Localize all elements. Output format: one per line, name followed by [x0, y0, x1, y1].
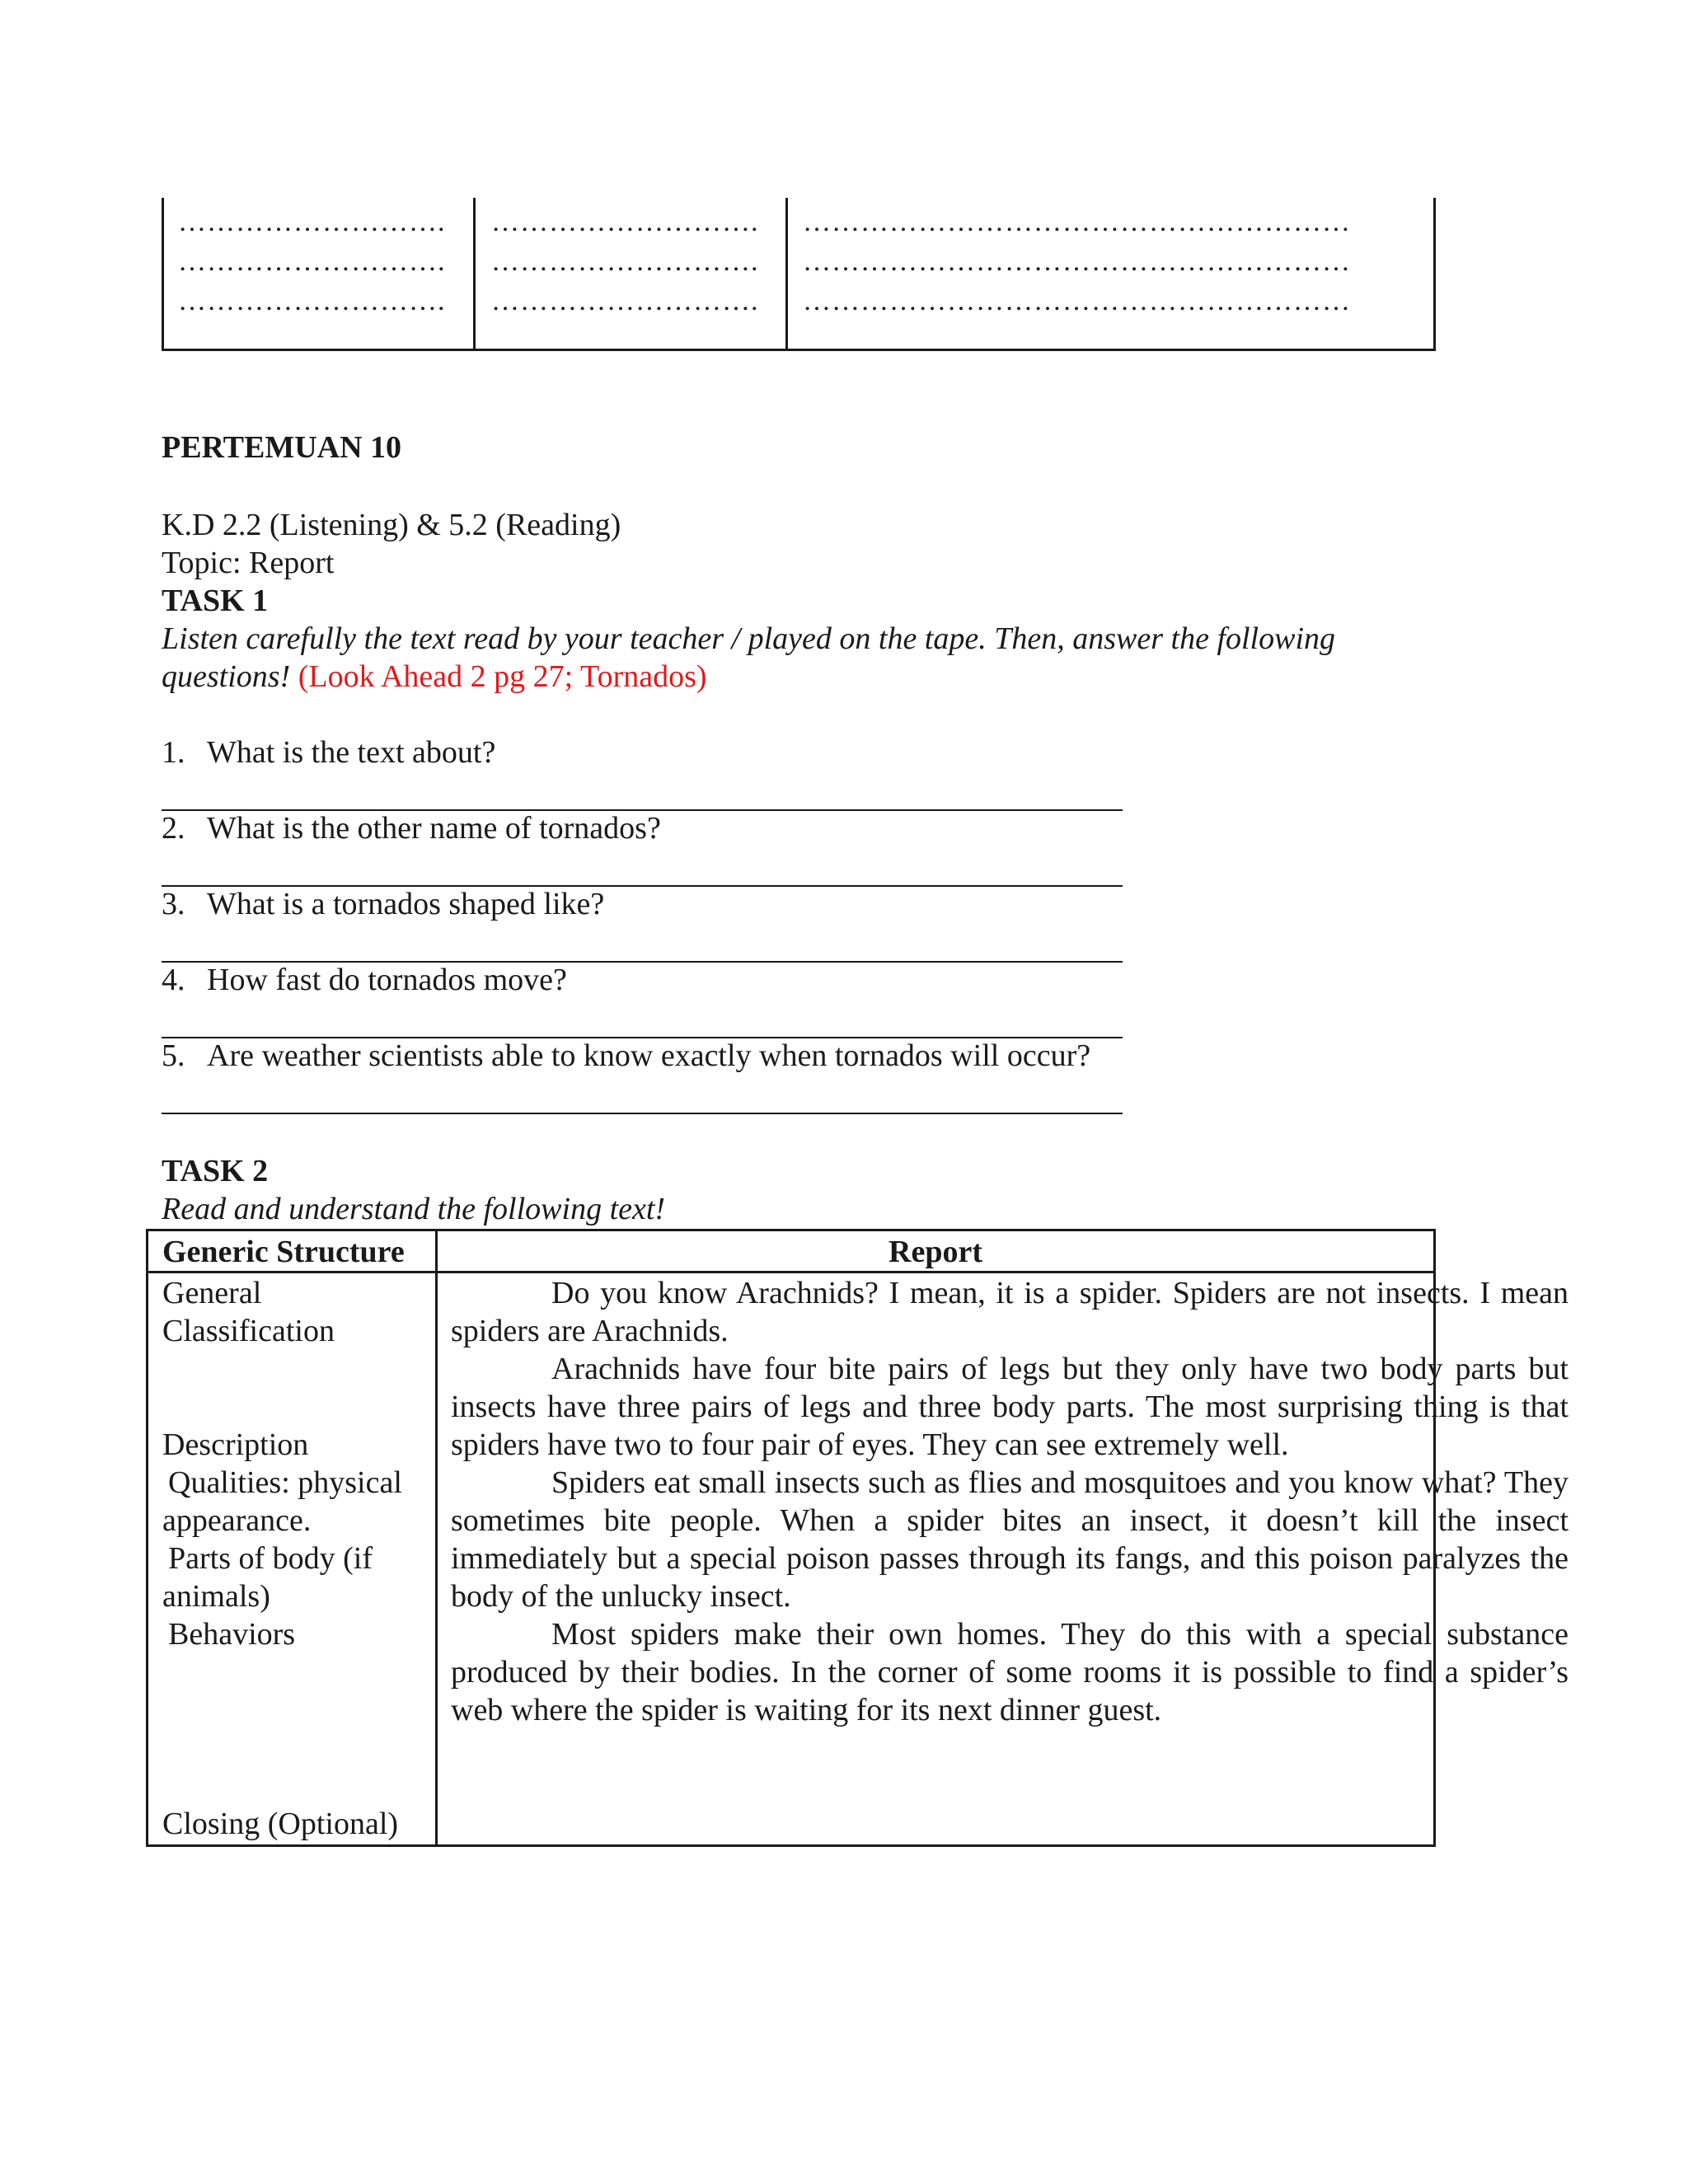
dotted-line: ………………………. [491, 207, 759, 237]
question-text: What is the text about? [207, 735, 496, 770]
label-animals: animals) [162, 1579, 270, 1614]
label-appearance: appearance. [162, 1503, 312, 1538]
report-text [451, 1274, 1568, 1729]
dotted-answer-table [162, 198, 1436, 351]
dotted-line: ………………………. [178, 207, 446, 237]
task1-instruction-end: questions! [162, 659, 291, 694]
task1-instruction: Listen carefully the text read by your teacher / played on the tape. Then, answer the following [162, 621, 1336, 656]
question-number: 2. [162, 811, 185, 846]
dotted-line: ………………………………………………… [803, 246, 1351, 277]
report-paragraph: Most spiders make their own homes. They do this with a special substance produced by their bodies. In the corner of some rooms it is possible to find a spider’s web where the spider is waiting for its next dinner guest. [451, 1617, 1568, 1727]
dotted-line: ………………………. [178, 246, 446, 277]
question-text: Are weather scientists able to know exactly when tornados will occur? [207, 1038, 1091, 1073]
table-divider-1 [473, 198, 476, 351]
label-parts-of-body: Parts of body (if [168, 1541, 373, 1576]
label-description: Description [162, 1427, 309, 1462]
table-border-bottom [162, 349, 1436, 351]
header-generic-structure: Generic Structure [162, 1235, 405, 1269]
table-border-right [1433, 198, 1436, 351]
page-heading: PERTEMUAN 10 [162, 430, 402, 465]
report-paragraph: Do you know Arachnids? I mean, it is a spider. Spiders are not insects. I mean spiders are Arachnids. [451, 1276, 1568, 1348]
question-number: 3. [162, 887, 185, 921]
question-number: 5. [162, 1038, 185, 1073]
header-report: Report [889, 1235, 982, 1269]
table-border-left [162, 198, 164, 351]
task1-source: (Look Ahead 2 pg 27; Tornados) [298, 659, 707, 694]
label-qualities: Qualities: physical [168, 1465, 402, 1500]
task2-title: TASK 2 [162, 1154, 269, 1188]
task1-title: TASK 1 [162, 583, 269, 618]
header-divider [148, 1271, 1433, 1273]
label-general: General [162, 1276, 262, 1310]
dotted-line: ………………………………………………… [803, 286, 1351, 316]
kd-line: K.D 2.2 (Listening) & 5.2 (Reading) [162, 508, 621, 542]
question-text: How fast do tornados move? [207, 963, 567, 997]
report-table [146, 1229, 1568, 1847]
table-divider-2 [785, 198, 788, 351]
label-classification: Classification [162, 1314, 335, 1348]
question-number: 4. [162, 963, 185, 997]
report-paragraph: Spiders eat small insects such as flies and mosquitoes and you know what? They sometimes bite people. When a spider bites an insect, it doesn’t kill the insect immediately but a special poison passes through its fangs, and this poison paralyzes the body of the unlucky insect. [451, 1465, 1568, 1614]
dotted-line: ………………………. [178, 286, 446, 316]
task1-instruction-cont [162, 658, 707, 696]
task2-instruction: Read and understand the following text! [162, 1192, 666, 1226]
answer-line[interactable] [162, 1113, 1123, 1114]
dotted-line: ………………………………………………… [803, 207, 1351, 237]
label-closing: Closing (Optional) [162, 1807, 399, 1841]
question-text: What is the other name of tornados? [207, 811, 661, 846]
label-behaviors: Behaviors [168, 1617, 296, 1652]
dotted-line: ………………………. [491, 246, 759, 277]
topic-line: Topic: Report [162, 546, 335, 580]
question-text: What is a tornados shaped like? [207, 887, 605, 921]
column-divider [435, 1231, 438, 1844]
question-number: 1. [162, 735, 185, 770]
dotted-line: ………………………. [491, 286, 759, 316]
report-paragraph: Arachnids have four bite pairs of legs but they only have two body parts but insects have three pairs of legs and three body parts. The most surprising thing is that spiders have two to four pair of eyes. They can see extremely well. [451, 1352, 1568, 1462]
